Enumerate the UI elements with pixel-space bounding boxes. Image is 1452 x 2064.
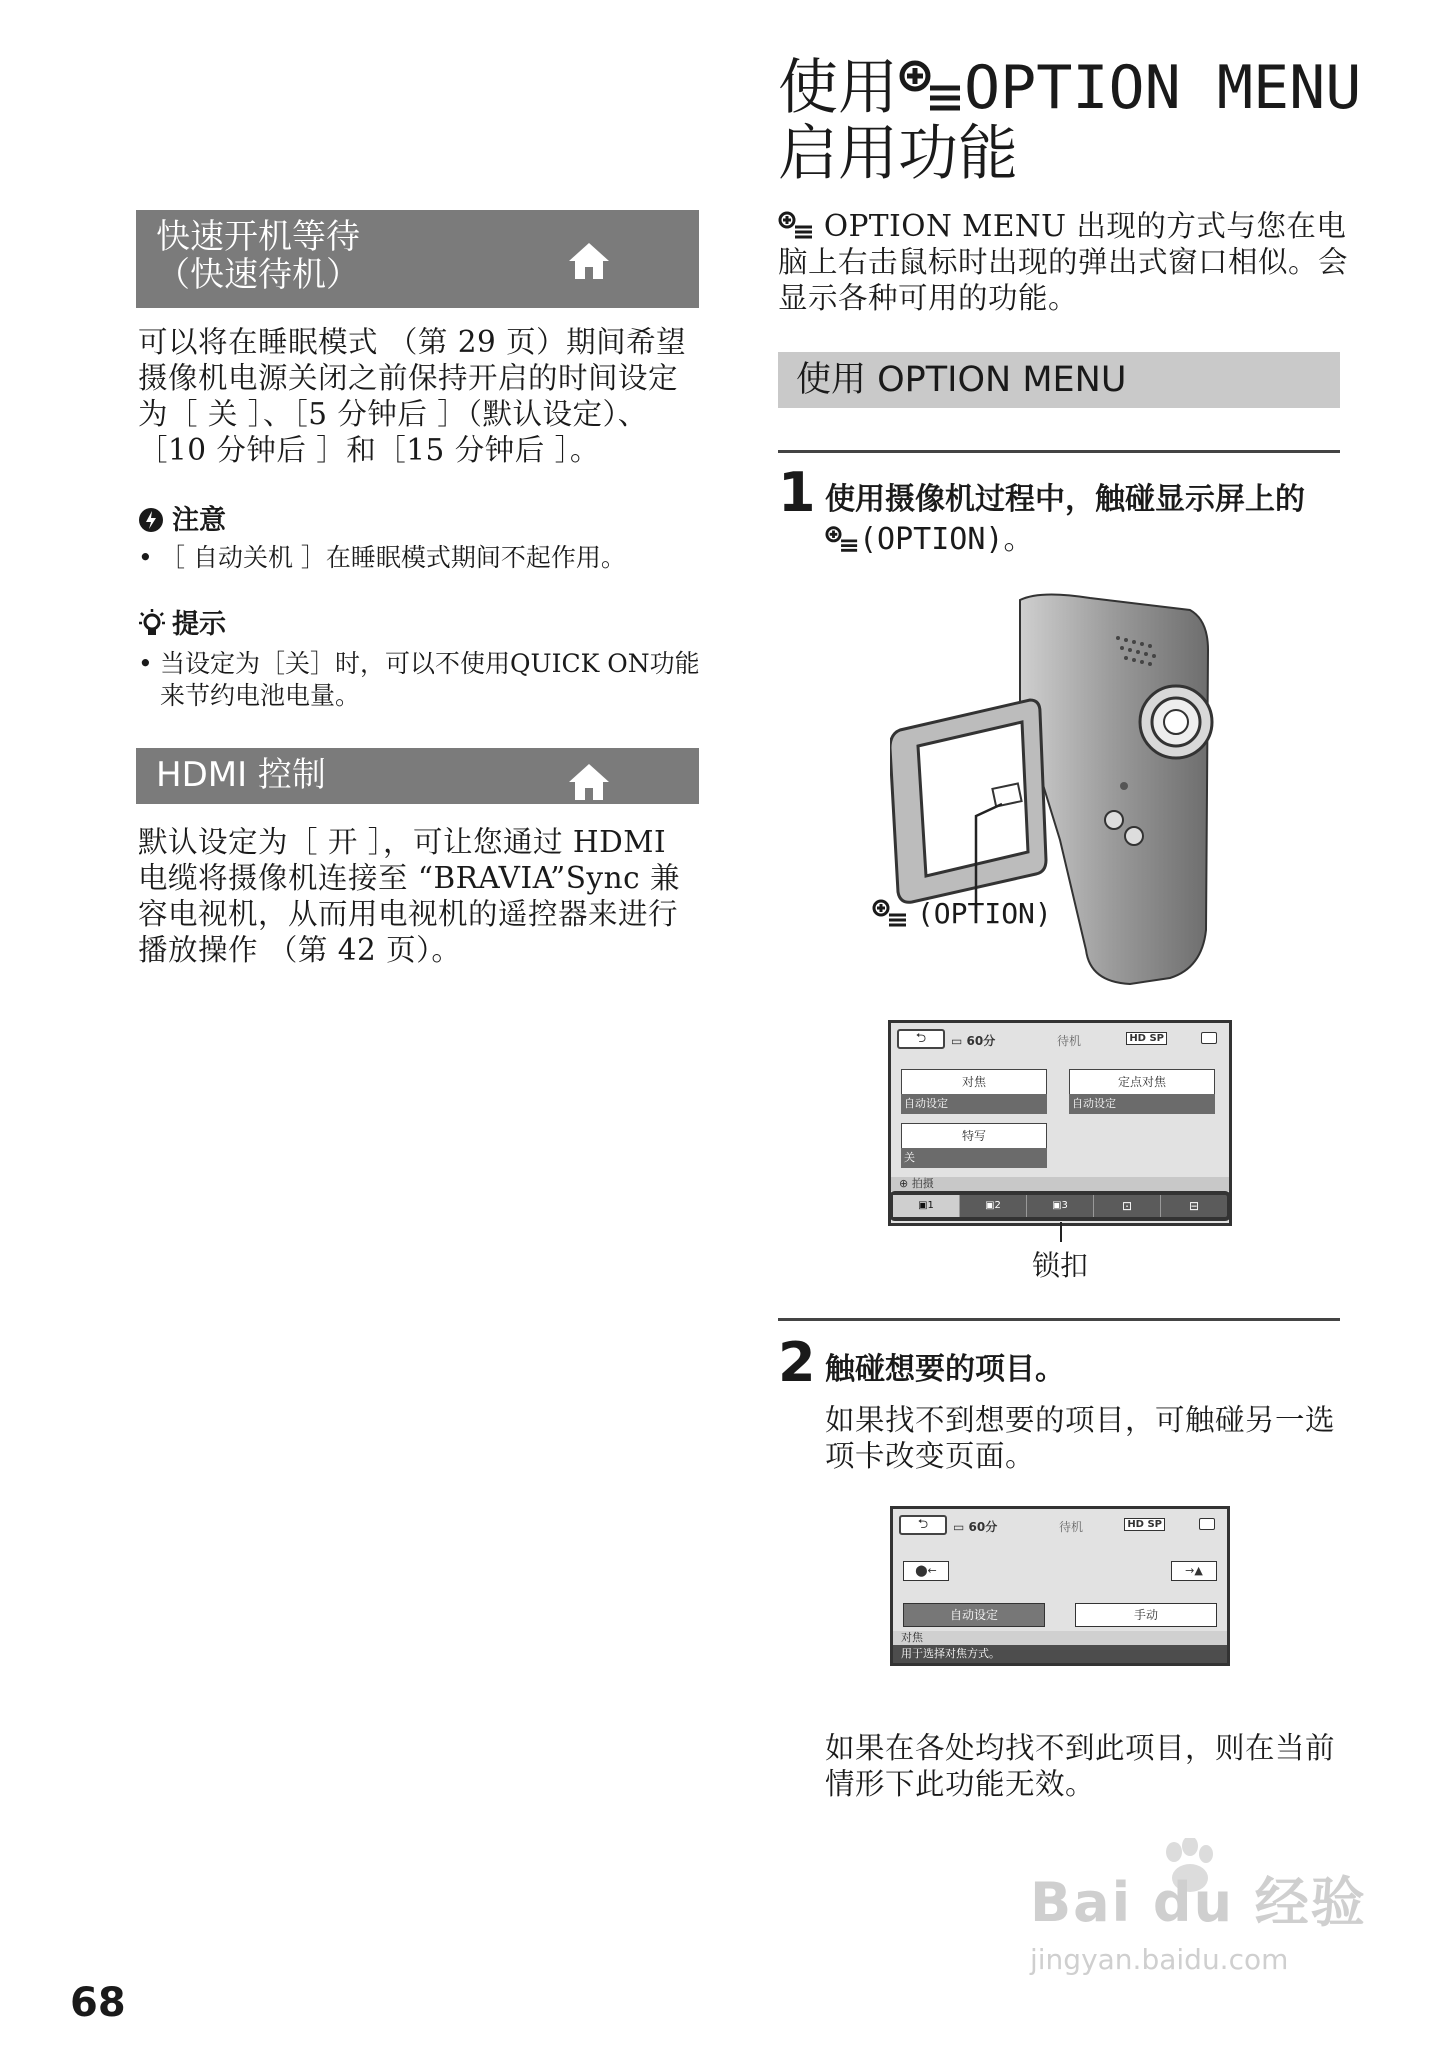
subhead: 使用 OPTION MENU [778, 352, 1340, 408]
tab-camera-1[interactable]: ▣1 [893, 1195, 960, 1217]
quality-indicator: HD SP [1124, 1518, 1165, 1531]
option-auto-button[interactable]: 自动设定 [903, 1603, 1045, 1627]
tab-label: 锁扣 [1032, 1249, 1089, 1282]
section-title-line1: 快速开机等待 [156, 217, 360, 257]
option-item-value: 自动设定 [1069, 1094, 1215, 1114]
title-prefix: 使用 [778, 53, 898, 123]
option-item-closeup[interactable] [901, 1123, 1047, 1175]
option-manual-button[interactable]: 手动 [1075, 1603, 1217, 1627]
page-title [778, 55, 1361, 121]
battery-remaining: 60分 [968, 1520, 998, 1534]
tab-camera-3[interactable]: ▣3 [1027, 1195, 1094, 1217]
intro-text [778, 208, 1348, 316]
intro-body: OPTION MENU 出现的方式与您在电脑上右击鼠标时出现的弹出式窗口相似。会显示各种可用的功能。 [778, 209, 1349, 315]
battery-indicator: ▭ 60分 [951, 1034, 996, 1048]
option-menu-icon [825, 525, 859, 553]
info-title: 对焦 [893, 1631, 1227, 1645]
watermark-brand: Bai du 经验 [1030, 1871, 1367, 1934]
focus-near-button[interactable]: ⬤← [903, 1561, 949, 1581]
divider [778, 1318, 1340, 1321]
status-bar [897, 1029, 1223, 1051]
title-suffix: OPTION MENU [964, 53, 1362, 123]
closing-text: 如果在各处均找不到此项目，则在当前情形下此功能无效。 [825, 1731, 1336, 1801]
page-title-line2: 启用功能 [778, 119, 1018, 189]
focus-far-button[interactable]: →▲ [1171, 1561, 1217, 1581]
option-menu-icon [898, 58, 964, 112]
option-menu-icon [778, 211, 814, 239]
home-icon [567, 762, 611, 802]
tab-index: 1 [927, 1200, 934, 1211]
info-description: 用于选择对焦方式。 [893, 1645, 1227, 1663]
option-menu-icon [872, 899, 908, 927]
section-header-hdmi [136, 748, 699, 804]
camera-option-label [872, 897, 1052, 930]
step-2-text: 触碰想要的项目。 [825, 1352, 1065, 1387]
step-1-text [825, 480, 1345, 560]
return-button[interactable]: ⮌ [897, 1029, 945, 1049]
tab-index: 3 [1061, 1200, 1068, 1211]
battery-indicator: ▭ 60分 [953, 1520, 998, 1534]
divider [778, 450, 1340, 453]
step-2-body: 如果找不到想要的项目，可触碰另一选项卡改变页面。 [825, 1403, 1336, 1473]
tip-title: 提示 [172, 609, 226, 640]
step-1-line2 [825, 520, 1345, 560]
home-icon [567, 241, 611, 281]
step-1-line1: 使用摄像机过程中，触碰显示屏上的 [825, 482, 1305, 517]
lcd-screen-focus [890, 1506, 1230, 1666]
option-item-spot-focus[interactable] [1069, 1069, 1215, 1121]
camera-option-text: (OPTION) [916, 897, 1052, 930]
option-item-value: 自动设定 [901, 1094, 1047, 1114]
option-item-focus[interactable] [901, 1069, 1047, 1121]
quick-start-body: 可以将在睡眠模式 （第 29 页）期间希望摄像机电源关闭之前保持开启的时间设定为［ 关 ］、［5 分钟后 ］（默认设定）、［10 分钟后 ］和［15 分钟后 ］。 [138, 325, 687, 467]
media-icon [1201, 1032, 1217, 1044]
recording-status: 待机 [1057, 1034, 1082, 1048]
tab-callout-line [1060, 1222, 1062, 1242]
lightbulb-icon [138, 608, 166, 638]
step-1-option: (OPTION)。 [859, 522, 1034, 557]
quality-indicator: HD SP [1126, 1032, 1167, 1045]
note-heading [138, 498, 226, 537]
step-1-number: 1 [778, 461, 816, 524]
tab-bar [889, 1191, 1231, 1221]
tab-index: 2 [994, 1200, 1001, 1211]
battery-remaining: 60分 [966, 1034, 996, 1048]
watermark [1030, 1860, 1410, 1976]
media-icon [1199, 1518, 1215, 1530]
recording-status: 待机 [1059, 1520, 1084, 1534]
tip-bullet: • 当设定为［关］时，可以不使用QUICK ON功能来节约电池电量。 [138, 648, 720, 712]
menu-category-label: 拍摄 [911, 1177, 934, 1190]
camcorder-illustration [890, 590, 1230, 990]
step-2-number: 2 [778, 1331, 816, 1394]
section-title: HDMI 控制 [156, 755, 326, 795]
section-title-line2: （快速待机） [156, 255, 360, 295]
tab-toolbox[interactable]: ⊟ [1188, 1199, 1200, 1213]
tab-media[interactable]: ⊡ [1094, 1195, 1161, 1217]
option-item-label: 特写 [901, 1123, 1047, 1148]
tab-camera-2[interactable]: ▣2 [960, 1195, 1027, 1217]
page-number: 68 [70, 1980, 126, 2026]
option-item-label: 定点对焦 [1069, 1069, 1215, 1094]
menu-category-footer: ⊕ 拍摄 [891, 1177, 1229, 1191]
note-bullet: • ［ 自动关机 ］在睡眠模式期间不起作用。 [138, 542, 720, 574]
lcd-screen-option-menu [888, 1020, 1232, 1226]
option-item-label: 对焦 [901, 1069, 1047, 1094]
status-bar [899, 1515, 1221, 1537]
tip-heading [138, 602, 226, 641]
option-item-value: 关 [901, 1148, 1047, 1168]
return-button[interactable]: ⮌ [899, 1515, 947, 1535]
section-header-quick-start [136, 210, 699, 308]
hdmi-body: 默认设定为［ 开 ］，可让您通过 HDMI 电缆将摄像机连接至 “BRAVIA”Sync 兼容电视机，从而用电视机的遥控器来进行播放操作 （第 42 页）。 [138, 825, 680, 967]
watermark-url: jingyan.baidu.com [1030, 1943, 1289, 1976]
caution-icon [138, 507, 164, 533]
note-title: 注意 [172, 505, 226, 536]
